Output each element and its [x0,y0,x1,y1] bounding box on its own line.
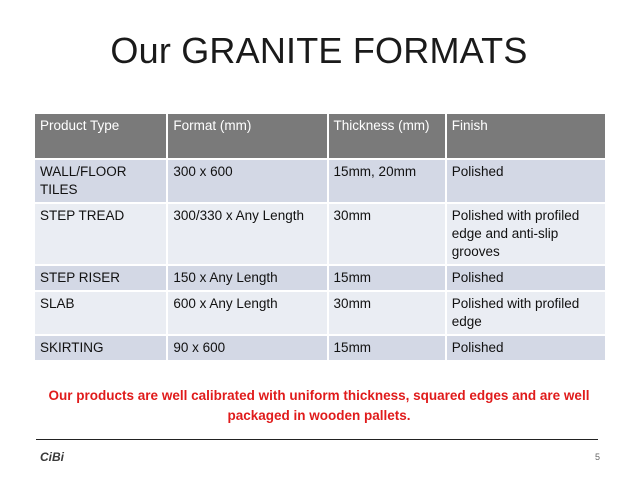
cell-format: 90 x 600 [167,335,327,361]
cell-thickness: 15mm [328,335,446,361]
cell-finish: Polished [446,159,606,203]
cibi-logo [40,450,74,464]
cell-product-type: STEP RISER [34,265,167,291]
table-row [34,203,606,265]
table-row [34,159,606,203]
header-finish: Finish [446,113,606,159]
cell-product-type: SLAB [34,291,167,335]
cell-format: 300 x 600 [167,159,327,203]
slide-title: Our GRANITE FORMATS [110,30,528,71]
header-product-type: Product Type [34,113,167,159]
cell-format: 600 x Any Length [167,291,327,335]
cell-thickness: 30mm [328,203,446,265]
table-header-row [34,113,606,159]
header-thickness: Thickness (mm) [328,113,446,159]
cell-product-type: SKIRTING [34,335,167,361]
cell-format: 300/330 x Any Length [167,203,327,265]
cell-product-type: STEP TREAD [34,203,167,265]
cell-finish: Polished [446,265,606,291]
cell-thickness: 15mm, 20mm [328,159,446,203]
cell-product-type: WALL/FLOOR TILES [34,159,167,203]
cell-thickness: 30mm [328,291,446,335]
cell-finish: Polished with profiled edge and anti-slip grooves [446,203,606,265]
header-format: Format (mm) [167,113,327,159]
table-row [34,291,606,335]
logo-text: CiBi [40,450,64,464]
footer-divider [36,439,598,440]
cell-finish: Polished with profiled edge [446,291,606,335]
cell-format: 150 x Any Length [167,265,327,291]
granite-formats-table [33,112,607,362]
table-row [34,335,606,361]
page-number: 5 [594,452,600,462]
table-row [34,265,606,291]
cell-thickness: 15mm [328,265,446,291]
tagline: Our products are well calibrated with uniform thickness, squared edges and are well packaged in wooden pallets. [48,388,590,423]
cell-finish: Polished [446,335,606,361]
